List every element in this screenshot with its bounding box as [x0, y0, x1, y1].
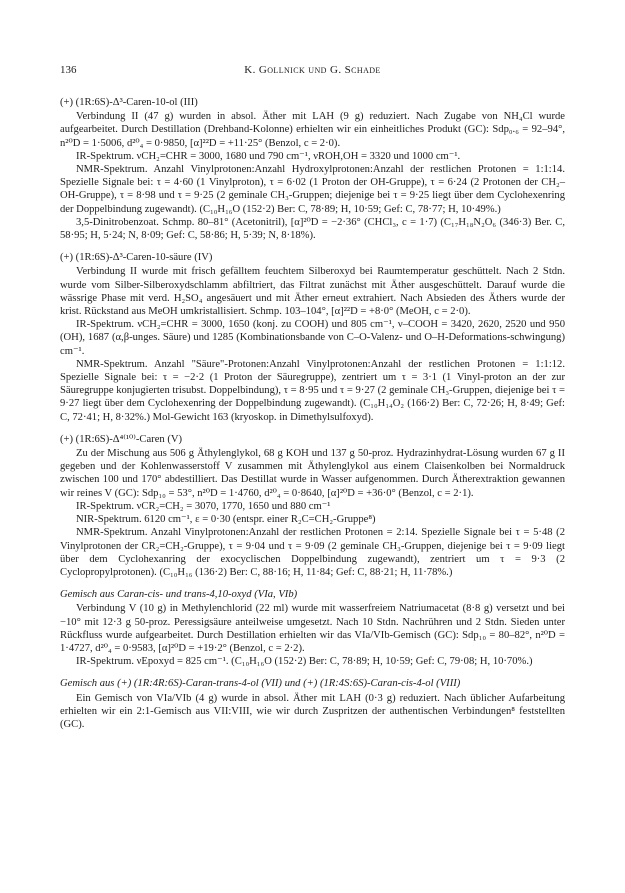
paragraph: Verbindung II wurde mit frisch gefälltem feuchtem Silberoxyd bei Raumtemperatur geschüttelt. Nach 2 Stdn. wurde vom Silber-Silberoxydschlamm abfiltriert, das Filtrat zunächst mit Äther ausgeschüttelt. Darauf wurde die wässrige Phase mit verd. H₂SO₄ angesäuert und mit Äther erneut extrahiert. Nach Absieden des Äthers wurde der krist. Rückstand aus MeOH umkristallisiert. Schmp. 103–104°, [α]²²D = +8·0° (MeOH, c = 2·0). — [60, 266, 565, 318]
paragraph-nmr-spectrum: NMR-Spektrum. Anzahl Vinylprotonen:Anzahl Hydroxylprotonen:Anzahl der restlichen Protonen = 1:1:14. Spezielle Signale bei: τ = 4·60 (1 Vinylproton), τ = 6·02 (1 Proton der OH-Gruppe), τ = 6·24 (2 Protonen der CH₂–OH-Gruppe), τ = 8·98 und τ = 9·25 (2 geminale CH₃-Gruppen; diejenige bei τ = 9·25 liegt über dem Cyclohexenring der Doppelbindung zugewandt). (C₁₀H₁₆O (152·2) Ber: C, 78·89; H, 10·59; Gef: C, 78·77; H, 10·49%.) — [60, 164, 565, 215]
paragraph-nir-spectrum: NIR-Spektrum. 6120 cm⁻¹, ε = 0·30 (entspr. einer R₂C=CH₂-Gruppe⁸) — [76, 514, 376, 526]
paragraph-ir-spectrum: IR-Spektrum. νCH₂=CHR = 3000, 1680 und 790 cm⁻¹, νROH,OH = 3320 und 1000 cm⁻¹. — [76, 150, 461, 162]
section-heading: (+) (1R:6S)-Δ³-Caren-10-ol (III) — [60, 97, 198, 108]
paragraph: Ein Gemisch von VIa/VIb (4 g) wurde in absol. Äther mit LAH (0·3 g) reduziert. Nach üblicher Aufarbeitung erhielten wir ein 2:1-Gemisch aus VII:VIII, wie wir durch Zuspritzen der authentischen Verbindungen⁸ feststellten (GC). — [60, 692, 565, 730]
paragraph-nmr-spectrum: NMR-Spektrum. Anzahl Vinylprotonen:Anzahl der restlichen Protonen = 2:14. Spezielle Signale bei τ = 5·48 (2 Vinylprotonen der CR₂=CH₂-Gruppe), τ = 9·04 und τ = 9·09 (2 geminale CH₃-Gruppen, diejenige bei τ = 9·09 liegt über dem Cyclohexanring der exocyclischen Doppelbindung zugewandt), zentriert um τ = 9·3 (2 Cyclopropylprotonen). (C₁₀H₁₆ (136·2) Ber: C, 88·16; H, 11·84; Gef: C, 88·21; H, 11·78%.) — [60, 527, 565, 578]
paragraph: Zu der Mischung aus 506 g Äthylenglykol, 68 g KOH und 137 g 50-proz. Hydrazinhydrat-Lösung wurden 67 g II gegeben und der Kohlenwasserstoff V zusammen mit Äthylenglykol aus einem Claisenkolben bei Normaldruck zwischen 100 und 170° abdestilliert. Das Destillat wurde in Wasser aufgenommen. Durch Ätherextraktion gewannen wir reines V (GC): Sdp₁₀ = 53°, n²⁰D = 1·4760, d²⁰₄ = 0·8640, [α]²⁰D = +36·0° (Benzol, c = 2·1). — [60, 448, 565, 499]
section-caren-v — [60, 433, 565, 579]
section-heading: Gemisch aus (+) (1R:4R:6S)-Caran-trans-4-ol (VII) und (+) (1R:4S:6S)-Caran-cis-4-ol (VIII) — [60, 678, 461, 690]
section-caren-10-saeure — [60, 251, 565, 424]
page-header — [60, 64, 565, 80]
paragraph-nmr-spectrum: NMR-Spektrum. Anzahl "Säure"-Protonen:Anzahl Vinylprotonen:Anzahl der restlichen Protonen = 1:1:12. Spezielle Signale bei: τ = −2·2 (1 Proton der Säuregruppe), zentriert um τ = 3·1 (1 Vinyl-proton an der zur Säuregruppe konjugierten trisubst. Doppelbindung), τ = 8·95 und τ = 9·27 (2 geminale CH₃-Gruppen, diejenige bei τ = 9·27 liegt über dem Cyclohexenring der Doppelbindung zugewandt). (C₁₀H₁₄O₂ (166·2) Ber: C, 72·26; H, 8·49; Gef: C, 72·41; H, 8·32%.) Mol-Gewicht 163 (kryoskop. in Dimethylsulfoxyd). — [60, 358, 565, 423]
section-caren-10-ol — [60, 96, 565, 242]
section-heading: (+) (1R:6S)-Δ³-Caren-10-säure (IV) — [60, 252, 213, 264]
section-caran-oxyd — [60, 588, 565, 668]
paragraph-ir-spectrum: IR-Spektrum. νCH₂=CHR = 3000, 1650 (konj. zu COOH) und 805 cm⁻¹, ν–COOH = 3420, 2620, 2520 und 950 (OH), 1687 (α,β-unges. Säure) und 1285 (Kombinationsbande von C–O-Valenz- und O–H-Deformations-schwingung) cm⁻¹. — [60, 319, 565, 357]
section-caran-ol-mixture — [60, 677, 565, 731]
paragraph: Verbindung II (47 g) wurden in absol. Äther mit LAH (9 g) reduziert. Nach Zugabe von NH₄Cl wurde aufgearbeitet. Durch Destillation (Drehband-Kolonne) erhielten wir ein einheitliches Produkt (GC): Sdp₀.₆ = 92–94°, n²⁰D = 1·5006, d²⁰₄ = 0·9850, [α]²²D = +11·25° (Benzol, c = 2·0). — [60, 111, 565, 149]
paragraph-ir-spectrum: IR-Spektrum. νCR₂=CH₂ = 3070, 1770, 1650 und 880 cm⁻¹ — [76, 500, 331, 512]
paragraph-ir-spectrum: IR-Spektrum. νEpoxyd = 825 cm⁻¹. (C₁₀H₁₆O (152·2) Ber: C, 78·89; H, 10·59; Gef: C, 79·08; H, 10·70%.) — [76, 656, 533, 668]
page-number: 136 — [60, 64, 77, 76]
section-heading: (+) (1R:6S)-Δ⁴⁽¹⁰⁾-Caren (V) — [60, 433, 183, 445]
paragraph: Verbindung V (10 g) in Methylenchlorid (22 ml) wurde mit wasserfreiem Natriumacetat (8·8 g) versetzt und bei −10° mit 12·3 g 50-proz. Peressigsäure anteilweise umgesetzt. Nach 10 Stdn. Nachrühren und 2 Stdn. Sieden unter Rückfluss wurde aufgearbeitet. Durch Destillation erhielten wir das VIa/VIb-Gemisch (GC): Sdp₁₀ = 80–82°, n²⁰D = 1·4727, d²⁰₄ = 0·9583, [α]²⁰D = +19·2° (Benzol, c = 2·2). — [60, 603, 565, 654]
running-head-authors: K. Gollnick und G. Schade — [244, 64, 381, 76]
section-heading: Gemisch aus Caran-cis- und trans-4,10-oxyd (VIa, VIb) — [60, 589, 298, 601]
paragraph-dinitrobenzoat: 3,5-Dinitrobenzoat. Schmp. 80–81° (Acetonitril), [α]²⁰D = −2·36° (CHCl₃, c = 1·7) (C₁₇H₁₈N₂O₆ (346·3) Ber. C, 58·95; H, 5·24; N, 8·09; Gef: C, 58·86; H, 5·39; N, 8·18%). — [60, 216, 565, 242]
